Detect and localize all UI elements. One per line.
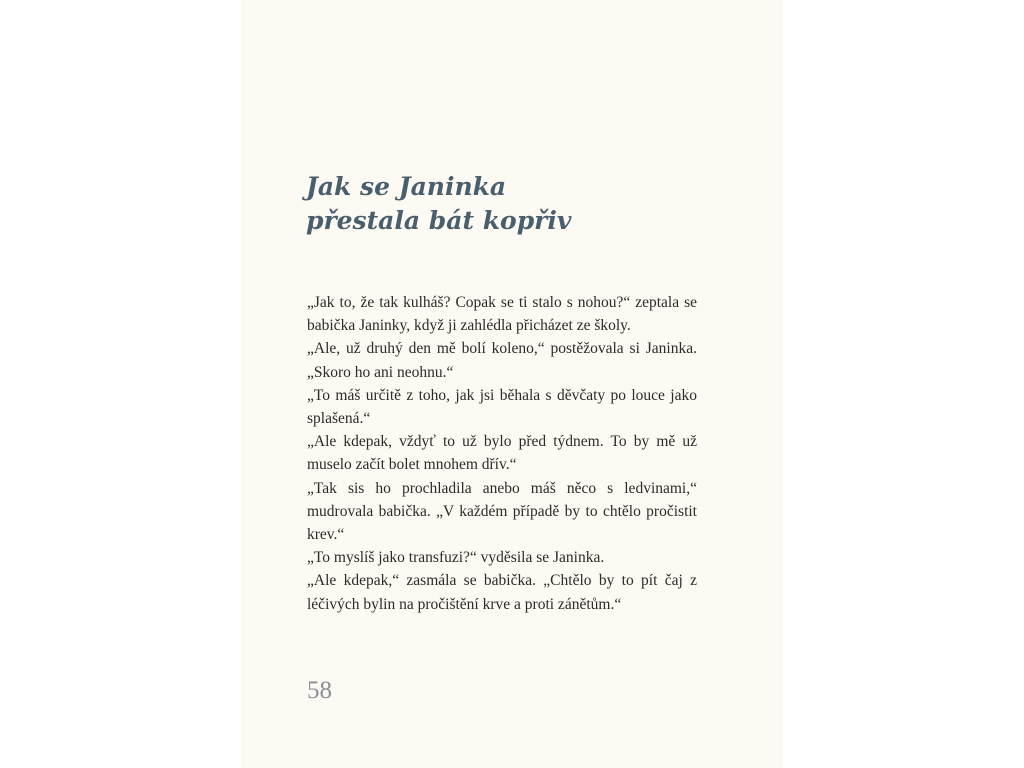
page-number: 58 bbox=[307, 677, 332, 704]
chapter-title bbox=[306, 170, 571, 238]
paragraph-6: „To myslíš jako transfuzi?“ vyděsila se Janinka. bbox=[307, 549, 605, 567]
paragraph-3: „To máš určitě z toho, jak jsi běhala s děvčaty po louce jako splašená.“ bbox=[307, 386, 697, 428]
paragraph-5: „Tak sis ho prochladila anebo máš něco s ledvinami,“ mudrovala babička. „V každém případě by to chtělo pročistit krev.“ bbox=[307, 479, 697, 544]
chapter-text bbox=[307, 291, 697, 616]
paragraph-7: „Ale kdepak,“ zasmála se babička. „Chtělo by to pít čaj z léčivých bylin na pročištění krve a proti zánětům.“ bbox=[307, 572, 697, 613]
paragraph-2: „Ale, už druhý den mě bolí koleno,“ postěžovala si Janinka. „Skoro ho ani neohnu.“ bbox=[307, 340, 697, 381]
paragraph-4: „Ale kdepak, vždyť to už bylo před týdnem. To by mě už muselo začít bolet mnohem dřív.“ bbox=[307, 433, 697, 474]
book-page bbox=[241, 0, 783, 768]
chapter-title-line-2: přestala bát kopřiv bbox=[306, 206, 572, 235]
chapter-title-line-1: Jak se Janinka bbox=[306, 172, 507, 201]
paragraph-1: „Jak to, že tak kulháš? Copak se ti stalo s nohou?“ zeptala se babička Janinky, když ji zahlédla přicházet ze školy. bbox=[307, 294, 697, 335]
